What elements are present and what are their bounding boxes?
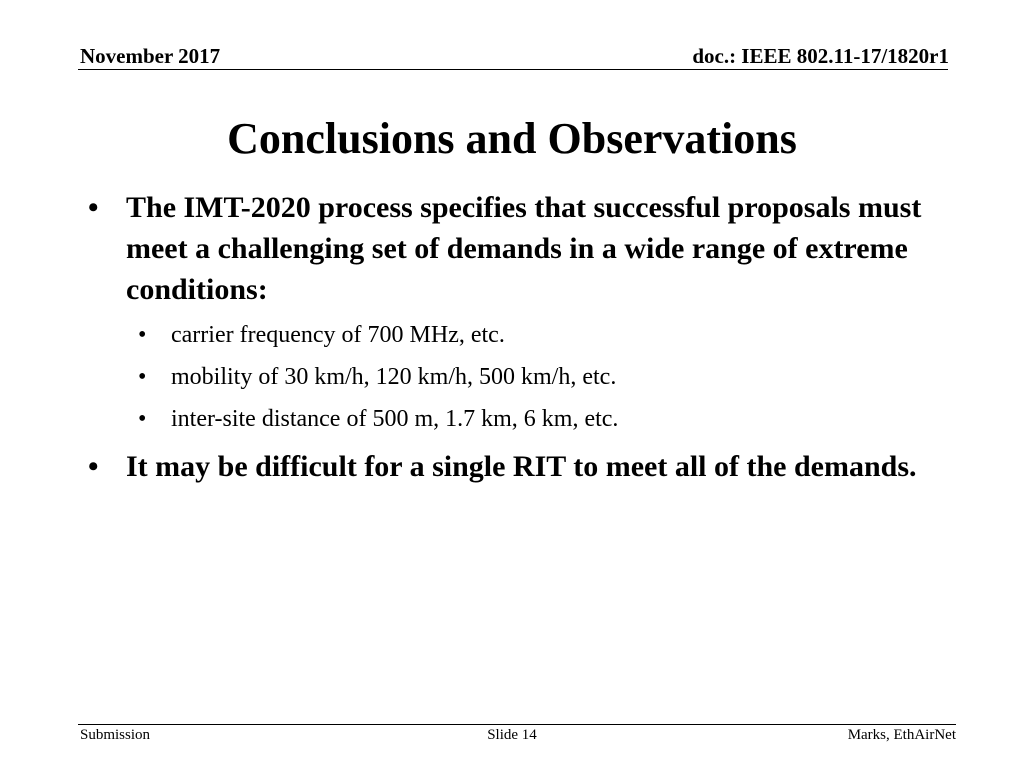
sub-bullet-list bbox=[88, 314, 948, 440]
bullet-dot-icon: • bbox=[138, 364, 147, 390]
sub-bullet-item bbox=[88, 356, 948, 398]
slide-title: Conclusions and Observations bbox=[227, 114, 797, 163]
footer-divider bbox=[78, 724, 956, 725]
header-doc-id: doc.: IEEE 802.11-17/1820r1 bbox=[692, 44, 949, 68]
sub-bullet-text: inter-site distance of 500 m, 1.7 km, 6 km, etc. bbox=[171, 406, 619, 432]
sub-bullet-text: carrier frequency of 700 MHz, etc. bbox=[171, 322, 505, 348]
sub-bullet-item bbox=[88, 314, 948, 356]
footer-slide-number: Slide 14 bbox=[487, 727, 537, 743]
footer-author: Marks, EthAirNet bbox=[847, 727, 956, 743]
bullet-dot-icon: • bbox=[88, 450, 99, 483]
bullet-dot-icon: • bbox=[138, 322, 147, 348]
sub-bullet-item bbox=[88, 398, 948, 440]
header-divider bbox=[78, 69, 948, 70]
bullet-item bbox=[88, 187, 948, 310]
slide-content bbox=[88, 187, 948, 487]
bullet-item bbox=[88, 446, 948, 487]
bullet-text: The IMT-2020 process specifies that successful proposals must meet a challenging set of demands in a wide range of extreme conditions: bbox=[126, 191, 922, 306]
bullet-text: It may be difficult for a single RIT to meet all of the demands. bbox=[126, 450, 917, 483]
bullet-dot-icon: • bbox=[138, 406, 147, 432]
bullet-dot-icon: • bbox=[88, 191, 99, 224]
header-date: November 2017 bbox=[80, 44, 221, 68]
sub-bullet-text: mobility of 30 km/h, 120 km/h, 500 km/h, etc. bbox=[171, 364, 617, 390]
footer-submission: Submission bbox=[80, 727, 151, 743]
